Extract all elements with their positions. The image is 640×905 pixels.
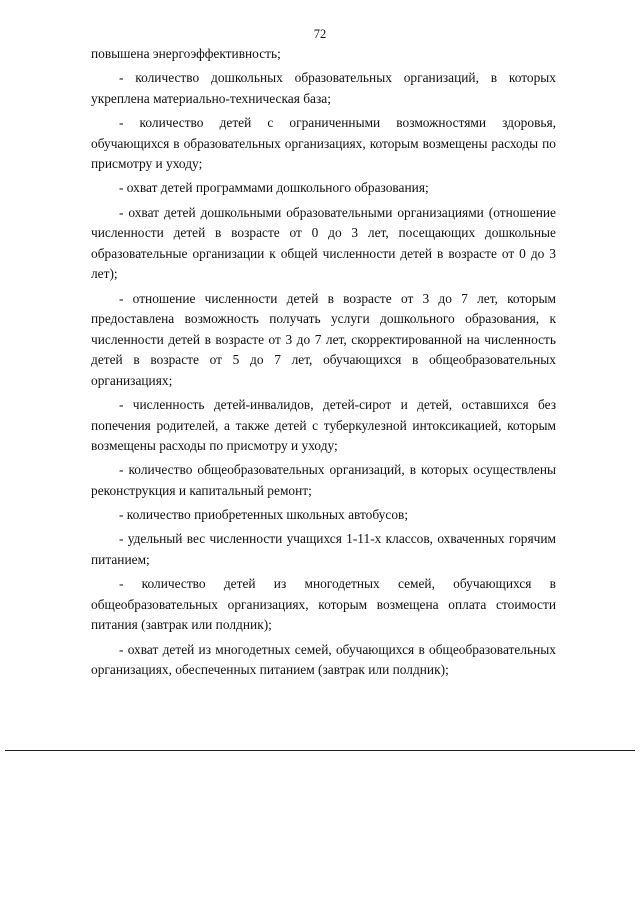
list-item: - охват детей дошкольными образовательными организациями (отношение численности детей в возрасте от 0 до 3 лет, посещающих дошкольные образовательные организации к общей численности детей в возрасте от 0 до 3 лет); <box>91 204 556 282</box>
list-item: - количество дошкольных образовательных организаций, в которых укреплена материально-техническая база; <box>91 70 556 106</box>
list-item: - удельный вес численности учащихся 1-11-х классов, охваченных горячим питанием; <box>91 531 556 567</box>
list-item: - отношение численности детей в возрасте от 3 до 7 лет, которым предоставлена возможность получать услуги дошкольного образования, к численности детей в возрасте от 3 до 7 лет, скорректированной на численность детей в возрасте от 5 до 7 лет, обучающихся в общеобразовательных организациях; <box>91 290 556 388</box>
list-item: - количество приобретенных школьных автобусов; <box>119 507 409 523</box>
document-body <box>91 44 556 684</box>
list-item: - охват детей программами дошкольного образования; <box>119 180 429 196</box>
page-number: 72 <box>313 27 327 41</box>
list-item: - численность детей-инвалидов, детей-сирот и детей, оставшихся без попечения родителей, а также детей с туберкулезной интоксикацией, которым возмещены расходы по присмотру и уходу; <box>91 397 556 454</box>
footer-divider <box>5 750 635 751</box>
list-item: - количество детей из многодетных семей, обучающихся в общеобразовательных организациях, которым возмещена оплата стоимости питания (завтрак или полдник); <box>91 576 556 633</box>
list-item: - охват детей из многодетных семей, обучающихся в общеобразовательных организациях, обеспеченных питанием (завтрак или полдник); <box>91 641 556 678</box>
list-item: - количество детей с ограниченными возможностями здоровья, обучающихся в образовательных организациях, которым возмещены расходы по присмотру и уходу; <box>91 114 556 172</box>
list-item: - количество общеобразовательных организаций, в которых осуществлены реконструкция и капитальный ремонт; <box>91 462 556 499</box>
paragraph: повышена энергоэффективность; <box>91 46 281 61</box>
